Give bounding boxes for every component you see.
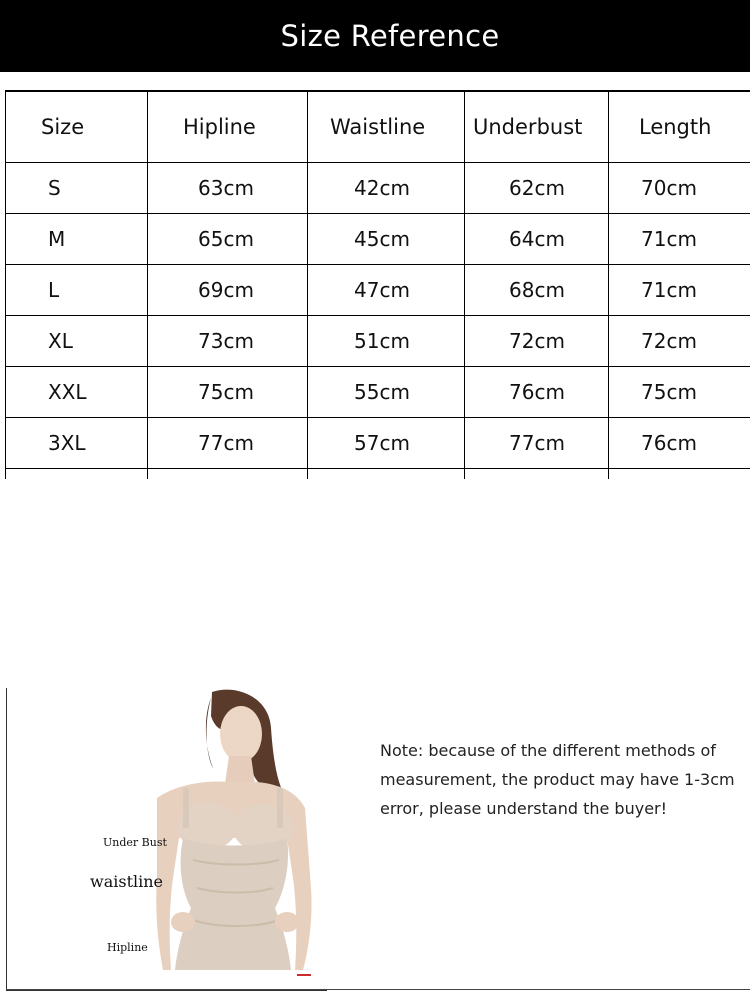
cell-hipline: 63cm [148, 163, 308, 214]
cell-waistline: 42cm [308, 163, 465, 214]
cell-waistline: 57cm [308, 418, 465, 469]
cell-length: 72cm [609, 316, 750, 367]
table-row [6, 367, 750, 418]
cell-hipline: 75cm [148, 367, 308, 418]
table-bottom-strip [6, 469, 750, 480]
cell-underbust: 64cm [465, 214, 609, 265]
table-row [6, 163, 750, 214]
column-header-hipline: Hipline [148, 91, 308, 163]
cell-hipline: 69cm [148, 265, 308, 316]
table-row [6, 316, 750, 367]
cell-underbust: 68cm [465, 265, 609, 316]
cell-hipline: 73cm [148, 316, 308, 367]
waistline-label: waistline [90, 872, 163, 891]
measurement-note: Note: because of the different methods of measurement, the product may have 1-3cm error, please understand the buyer! [380, 741, 735, 818]
cell-size: 3XL [6, 418, 148, 469]
page-title: Size Reference [280, 19, 500, 53]
column-header-underbust: Underbust [465, 91, 609, 163]
cell-waistline: 47cm [308, 265, 465, 316]
cell-hipline: 65cm [148, 214, 308, 265]
table-row [6, 418, 750, 469]
cell-waistline: 55cm [308, 367, 465, 418]
cell-waistline: 45cm [308, 214, 465, 265]
cell-size: S [6, 163, 148, 214]
column-header-length: Length [609, 91, 750, 163]
size-table [5, 90, 750, 479]
column-header-waistline: Waistline [308, 91, 465, 163]
table-row [6, 214, 750, 265]
cell-underbust: 77cm [465, 418, 609, 469]
cell-underbust: 62cm [465, 163, 609, 214]
cell-hipline: 77cm [148, 418, 308, 469]
cell-size: XL [6, 316, 148, 367]
table-row [6, 265, 750, 316]
cell-waistline: 51cm [308, 316, 465, 367]
cell-size: XXL [6, 367, 148, 418]
cell-length: 71cm [609, 265, 750, 316]
cell-length: 75cm [609, 367, 750, 418]
cell-size: L [6, 265, 148, 316]
cell-underbust: 76cm [465, 367, 609, 418]
under-bust-label: Under Bust [103, 836, 167, 849]
cell-length: 76cm [609, 418, 750, 469]
column-header-size: Size [6, 91, 148, 163]
header-banner [0, 0, 750, 72]
cell-length: 70cm [609, 163, 750, 214]
hipline-label: Hipline [107, 941, 148, 954]
bottom-divider [6, 989, 750, 990]
model-photo-panel [6, 688, 327, 991]
cell-size: M [6, 214, 148, 265]
cell-length: 71cm [609, 214, 750, 265]
cell-underbust: 72cm [465, 316, 609, 367]
model-figure [7, 688, 327, 990]
table-header-row [6, 91, 750, 163]
